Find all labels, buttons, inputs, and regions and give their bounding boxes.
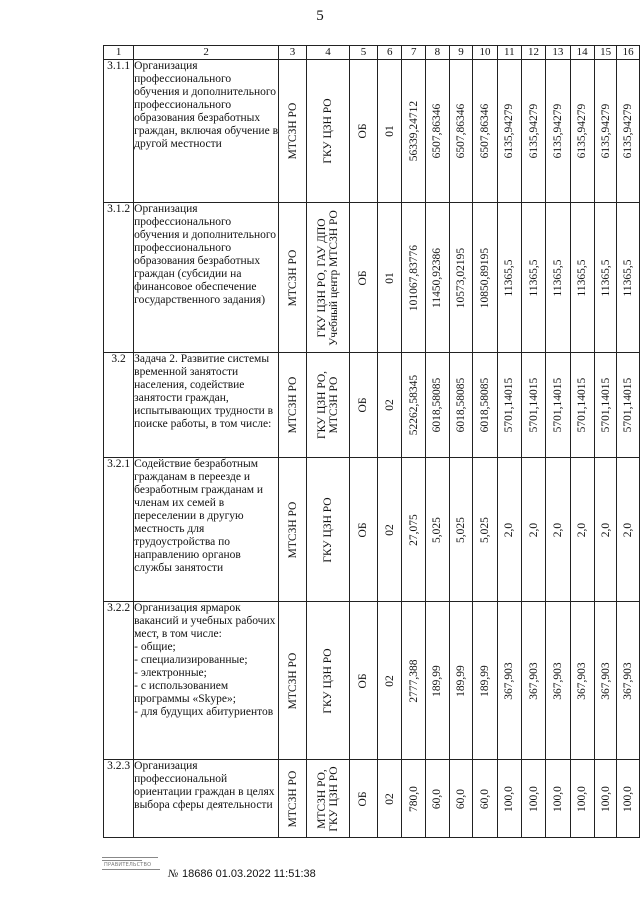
rotated-text: 367,903 <box>599 661 612 700</box>
measure-name-line: - для будущих абитуриентов <box>134 706 274 718</box>
rotated-text: 02 <box>383 399 396 411</box>
value-cell <box>449 353 473 458</box>
value-cell <box>473 760 497 838</box>
col4-cell <box>307 60 350 203</box>
rotated-text: МТСЗН РО <box>286 770 299 827</box>
rotated-text: 11365,5 <box>599 259 612 296</box>
header-cell: 16 <box>617 46 640 60</box>
rotated-text: ОБ <box>357 123 370 139</box>
rotated-text: 5,025 <box>431 516 444 543</box>
government-stamp <box>100 852 164 874</box>
rotated-text: 367,903 <box>622 661 635 700</box>
value-cell <box>594 203 617 353</box>
rotated-text: ОБ <box>357 270 370 285</box>
rotated-text <box>316 210 340 346</box>
rotated-text: 6135,94279 <box>599 103 612 159</box>
col4-cell <box>307 760 350 838</box>
header-cell: 3 <box>279 46 307 60</box>
value-cell <box>473 458 497 602</box>
value-cell <box>521 458 545 602</box>
col4-cell <box>307 602 350 760</box>
rotated-text: 6135,94279 <box>576 103 589 159</box>
value-cell <box>497 203 521 353</box>
col4-cell <box>307 458 350 602</box>
measure-name: Организация профессиональной ориентации граждан в целях выбора сферы деятельности <box>134 760 279 838</box>
row-number: 3.1.2 <box>104 203 134 353</box>
table-row <box>104 60 640 203</box>
rotated-text: 11365,5 <box>503 259 516 296</box>
rotated-text <box>316 766 340 831</box>
measure-name-line: - с использованием программы «Skype»; <box>134 680 236 705</box>
rotated-text: 2,0 <box>622 522 635 537</box>
col5-cell <box>349 203 377 353</box>
rotated-text: 5701,14015 <box>622 377 635 433</box>
rotated-text: 5701,14015 <box>527 377 540 433</box>
value-cell <box>594 458 617 602</box>
rotated-text: ОБ <box>357 397 370 413</box>
rotated-text: ОБ <box>357 522 370 537</box>
value-cell <box>521 203 545 353</box>
value-cell <box>546 353 570 458</box>
col4-cell <box>307 203 350 353</box>
value-cell <box>497 60 521 203</box>
header-cell: 9 <box>449 46 473 60</box>
rotated-text: 11450,92386 <box>431 247 444 308</box>
value-cell <box>473 602 497 760</box>
col3-cell <box>279 458 307 602</box>
rotated-text: ОБ <box>357 673 370 688</box>
value-cell <box>449 60 473 203</box>
rotated-text: 11365,5 <box>527 259 540 296</box>
rotated-text: 02 <box>383 674 396 687</box>
rotated-text: 56339,24712 <box>407 100 420 162</box>
rotated-text-line: Учебный центр МТСЗН РО <box>327 209 340 346</box>
rotated-text: МТСЗН РО <box>286 376 299 434</box>
row-number: 3.2 <box>104 353 134 458</box>
table-row <box>104 458 640 602</box>
header-cell: 6 <box>377 46 402 60</box>
rotated-text: 367,903 <box>551 661 564 700</box>
rotated-text: 6018,58085 <box>455 377 468 433</box>
rotated-text-line: МТСЗН РО, <box>315 768 328 829</box>
value-cell <box>570 60 594 203</box>
col5-cell <box>349 60 377 203</box>
value-cell <box>402 353 426 458</box>
registration-mark: № <box>168 868 179 880</box>
value-cell <box>546 602 570 760</box>
value-cell <box>449 760 473 838</box>
value-cell <box>594 60 617 203</box>
value-cell <box>426 458 450 602</box>
measure-name: Содействие безработным гражданам в переезде и безработным гражданам и членам их семей в переселении в другую местность для трудоустройства по направлению органов службы занятости <box>134 458 279 602</box>
value-cell <box>449 203 473 353</box>
rotated-text: 5,025 <box>455 516 468 543</box>
rotated-text: ГКУ ЦЗН РО <box>321 98 334 164</box>
rotated-text: 100,0 <box>576 785 589 812</box>
rotated-text: 5701,14015 <box>503 377 516 433</box>
value-cell <box>402 203 426 353</box>
rotated-text: 367,903 <box>503 661 516 700</box>
value-cell <box>473 60 497 203</box>
rotated-text: 11365,5 <box>622 259 635 296</box>
rotated-text: 189,99 <box>479 664 491 697</box>
rotated-text: 60,0 <box>455 788 468 809</box>
rotated-text: 6135,94279 <box>622 103 635 159</box>
value-cell <box>546 203 570 353</box>
measure-name: Организация профессионального обучения и дополнительного профессионального образования безработных граждан, включая обучение в другой местности <box>134 60 279 203</box>
table-row <box>104 203 640 353</box>
col5-cell <box>349 353 377 458</box>
value-cell <box>521 353 545 458</box>
header-cell: 1 <box>104 46 134 60</box>
value-cell <box>521 760 545 838</box>
value-cell <box>617 203 640 353</box>
header-cell: 8 <box>426 46 450 60</box>
header-cell: 5 <box>349 46 377 60</box>
rotated-text: 2,0 <box>599 522 612 537</box>
rotated-text: 2,0 <box>503 522 516 537</box>
rotated-text: 100,0 <box>527 785 540 812</box>
rotated-text: МТСЗН РО <box>286 501 299 558</box>
col3-cell <box>279 353 307 458</box>
header-cell: 4 <box>307 46 350 60</box>
rotated-text-line: ГКУ ЦЗН РО <box>327 765 340 832</box>
header-cell: 15 <box>594 46 617 60</box>
stamp-text: ПРАВИТЕЛЬСТВО <box>104 862 152 868</box>
measure-name: Организация профессионального обучения и дополнительного профессионального образования безработных граждан (субсидии на финансовое обеспечение государственного задания) <box>134 203 279 353</box>
value-cell <box>617 458 640 602</box>
rotated-text: 189,99 <box>431 664 444 697</box>
rotated-text: ГКУ ЦЗН РО <box>321 496 334 563</box>
rotated-text: 101067,83776 <box>407 244 420 311</box>
col3-cell <box>279 602 307 760</box>
col6-cell <box>377 458 402 602</box>
value-cell <box>521 602 545 760</box>
rotated-text: 27,075 <box>407 513 420 546</box>
rotated-text: 5701,14015 <box>576 377 589 433</box>
rotated-text: 2777,388 <box>407 658 420 703</box>
rotated-text: 100,0 <box>551 785 564 812</box>
footer <box>100 852 420 882</box>
rotated-text: 189,99 <box>455 664 468 697</box>
value-cell <box>570 458 594 602</box>
rotated-text: 6507,86346 <box>479 103 491 159</box>
measure-name-line: - электронные; <box>134 667 207 679</box>
value-cell <box>426 353 450 458</box>
rotated-text <box>316 371 340 439</box>
value-cell <box>617 353 640 458</box>
value-cell <box>473 353 497 458</box>
value-cell <box>497 353 521 458</box>
value-cell <box>546 60 570 203</box>
value-cell <box>594 602 617 760</box>
rotated-text: 5701,14015 <box>551 377 564 433</box>
value-cell <box>402 602 426 760</box>
header-cell: 11 <box>497 46 521 60</box>
col5-cell <box>349 458 377 602</box>
value-cell <box>426 760 450 838</box>
page-number: 5 <box>316 8 324 24</box>
value-cell <box>497 760 521 838</box>
rotated-text: ГКУ ЦЗН РО <box>321 647 334 714</box>
value-cell <box>546 760 570 838</box>
header-cell: 2 <box>134 46 279 60</box>
rotated-text: 10573,02195 <box>455 247 468 308</box>
rotated-text: 367,903 <box>576 661 589 700</box>
rotated-text-line: МТСЗН РО <box>327 376 340 434</box>
value-cell <box>617 760 640 838</box>
rotated-text: 2,0 <box>576 522 589 537</box>
col3-cell <box>279 60 307 203</box>
rotated-text: 100,0 <box>599 785 612 812</box>
measure-name-line: - специализированные; <box>134 654 248 666</box>
rotated-text: 780,0 <box>407 785 420 812</box>
rotated-text: 6135,94279 <box>503 103 516 159</box>
row-number: 3.1.1 <box>104 60 134 203</box>
value-cell <box>546 458 570 602</box>
value-cell <box>449 602 473 760</box>
col6-cell <box>377 602 402 760</box>
value-cell <box>617 602 640 760</box>
rotated-text: 2,0 <box>551 522 564 537</box>
value-cell <box>426 602 450 760</box>
rotated-text: 10850,89195 <box>479 247 491 308</box>
rotated-text: 11365,5 <box>551 259 564 296</box>
rotated-text: 6135,94279 <box>551 103 564 159</box>
row-number: 3.2.1 <box>104 458 134 602</box>
rotated-text: 52262,58345 <box>407 374 420 436</box>
header-cell: 12 <box>521 46 545 60</box>
col4-cell <box>307 353 350 458</box>
rotated-text: 5701,14015 <box>599 377 612 433</box>
rotated-text: 60,0 <box>479 788 491 809</box>
rotated-text: 6018,58085 <box>479 377 491 433</box>
header-cell: 7 <box>402 46 426 60</box>
rotated-text: 100,0 <box>503 785 516 812</box>
rotated-text: 01 <box>383 271 396 284</box>
value-cell <box>594 353 617 458</box>
value-cell <box>473 203 497 353</box>
rotated-text-line: ГКУ ЦЗН РО, ГАУ ДПО <box>315 217 328 338</box>
header-cell: 14 <box>570 46 594 60</box>
col3-cell <box>279 203 307 353</box>
row-number: 3.2.2 <box>104 602 134 760</box>
rotated-text: 02 <box>383 792 396 805</box>
value-cell <box>402 458 426 602</box>
value-cell <box>570 760 594 838</box>
table-row <box>104 602 640 760</box>
program-table <box>103 45 640 838</box>
value-cell <box>570 602 594 760</box>
rotated-text: 6135,94279 <box>527 103 540 159</box>
col5-cell <box>349 602 377 760</box>
row-number: 3.2.3 <box>104 760 134 838</box>
rotated-text: МТСЗН РО <box>286 102 299 160</box>
rotated-text: 100,0 <box>622 785 635 812</box>
rotated-text: 01 <box>383 125 396 137</box>
value-cell <box>449 458 473 602</box>
value-cell <box>570 353 594 458</box>
col6-cell <box>377 353 402 458</box>
value-cell <box>594 760 617 838</box>
measure-name-line: Организация ярмарок вакансий и учебных рабочих мест, в том числе: <box>134 602 276 640</box>
rotated-text: 60,0 <box>431 788 444 809</box>
registration-info: 18686 01.03.2022 11:51:38 <box>182 868 316 880</box>
value-cell <box>497 458 521 602</box>
measure-name: Задача 2. Развитие системы временной занятости населения, содействие занятости граждан, испытывающих трудности в поиске работы, в том числе: <box>134 353 279 458</box>
value-cell <box>497 602 521 760</box>
value-cell <box>617 60 640 203</box>
rotated-text: МТСЗН РО <box>286 249 299 306</box>
table-row <box>104 353 640 458</box>
col6-cell <box>377 203 402 353</box>
table-row <box>104 760 640 838</box>
header-cell: 13 <box>546 46 570 60</box>
col5-cell <box>349 760 377 838</box>
header-cell: 10 <box>473 46 497 60</box>
col6-cell <box>377 760 402 838</box>
rotated-text: 6507,86346 <box>455 103 468 159</box>
value-cell <box>570 203 594 353</box>
col6-cell <box>377 60 402 203</box>
rotated-text: 11365,5 <box>576 259 589 296</box>
value-cell <box>426 60 450 203</box>
rotated-text: 02 <box>383 523 396 536</box>
rotated-text: 367,903 <box>527 661 540 700</box>
col3-cell <box>279 760 307 838</box>
rotated-text: 5,025 <box>479 516 491 543</box>
measure-name <box>134 602 279 760</box>
measure-name-line: - общие; <box>134 641 176 653</box>
rotated-text: ОБ <box>357 791 370 806</box>
header-row <box>104 46 640 60</box>
rotated-text: 6018,58085 <box>431 377 444 433</box>
value-cell <box>426 203 450 353</box>
rotated-text-line: ГКУ ЦЗН РО, <box>315 370 328 440</box>
rotated-text: 6507,86346 <box>431 103 444 159</box>
value-cell <box>402 60 426 203</box>
rotated-text: МТСЗН РО <box>286 652 299 709</box>
value-cell <box>521 60 545 203</box>
rotated-text: 2,0 <box>527 522 540 537</box>
value-cell <box>402 760 426 838</box>
